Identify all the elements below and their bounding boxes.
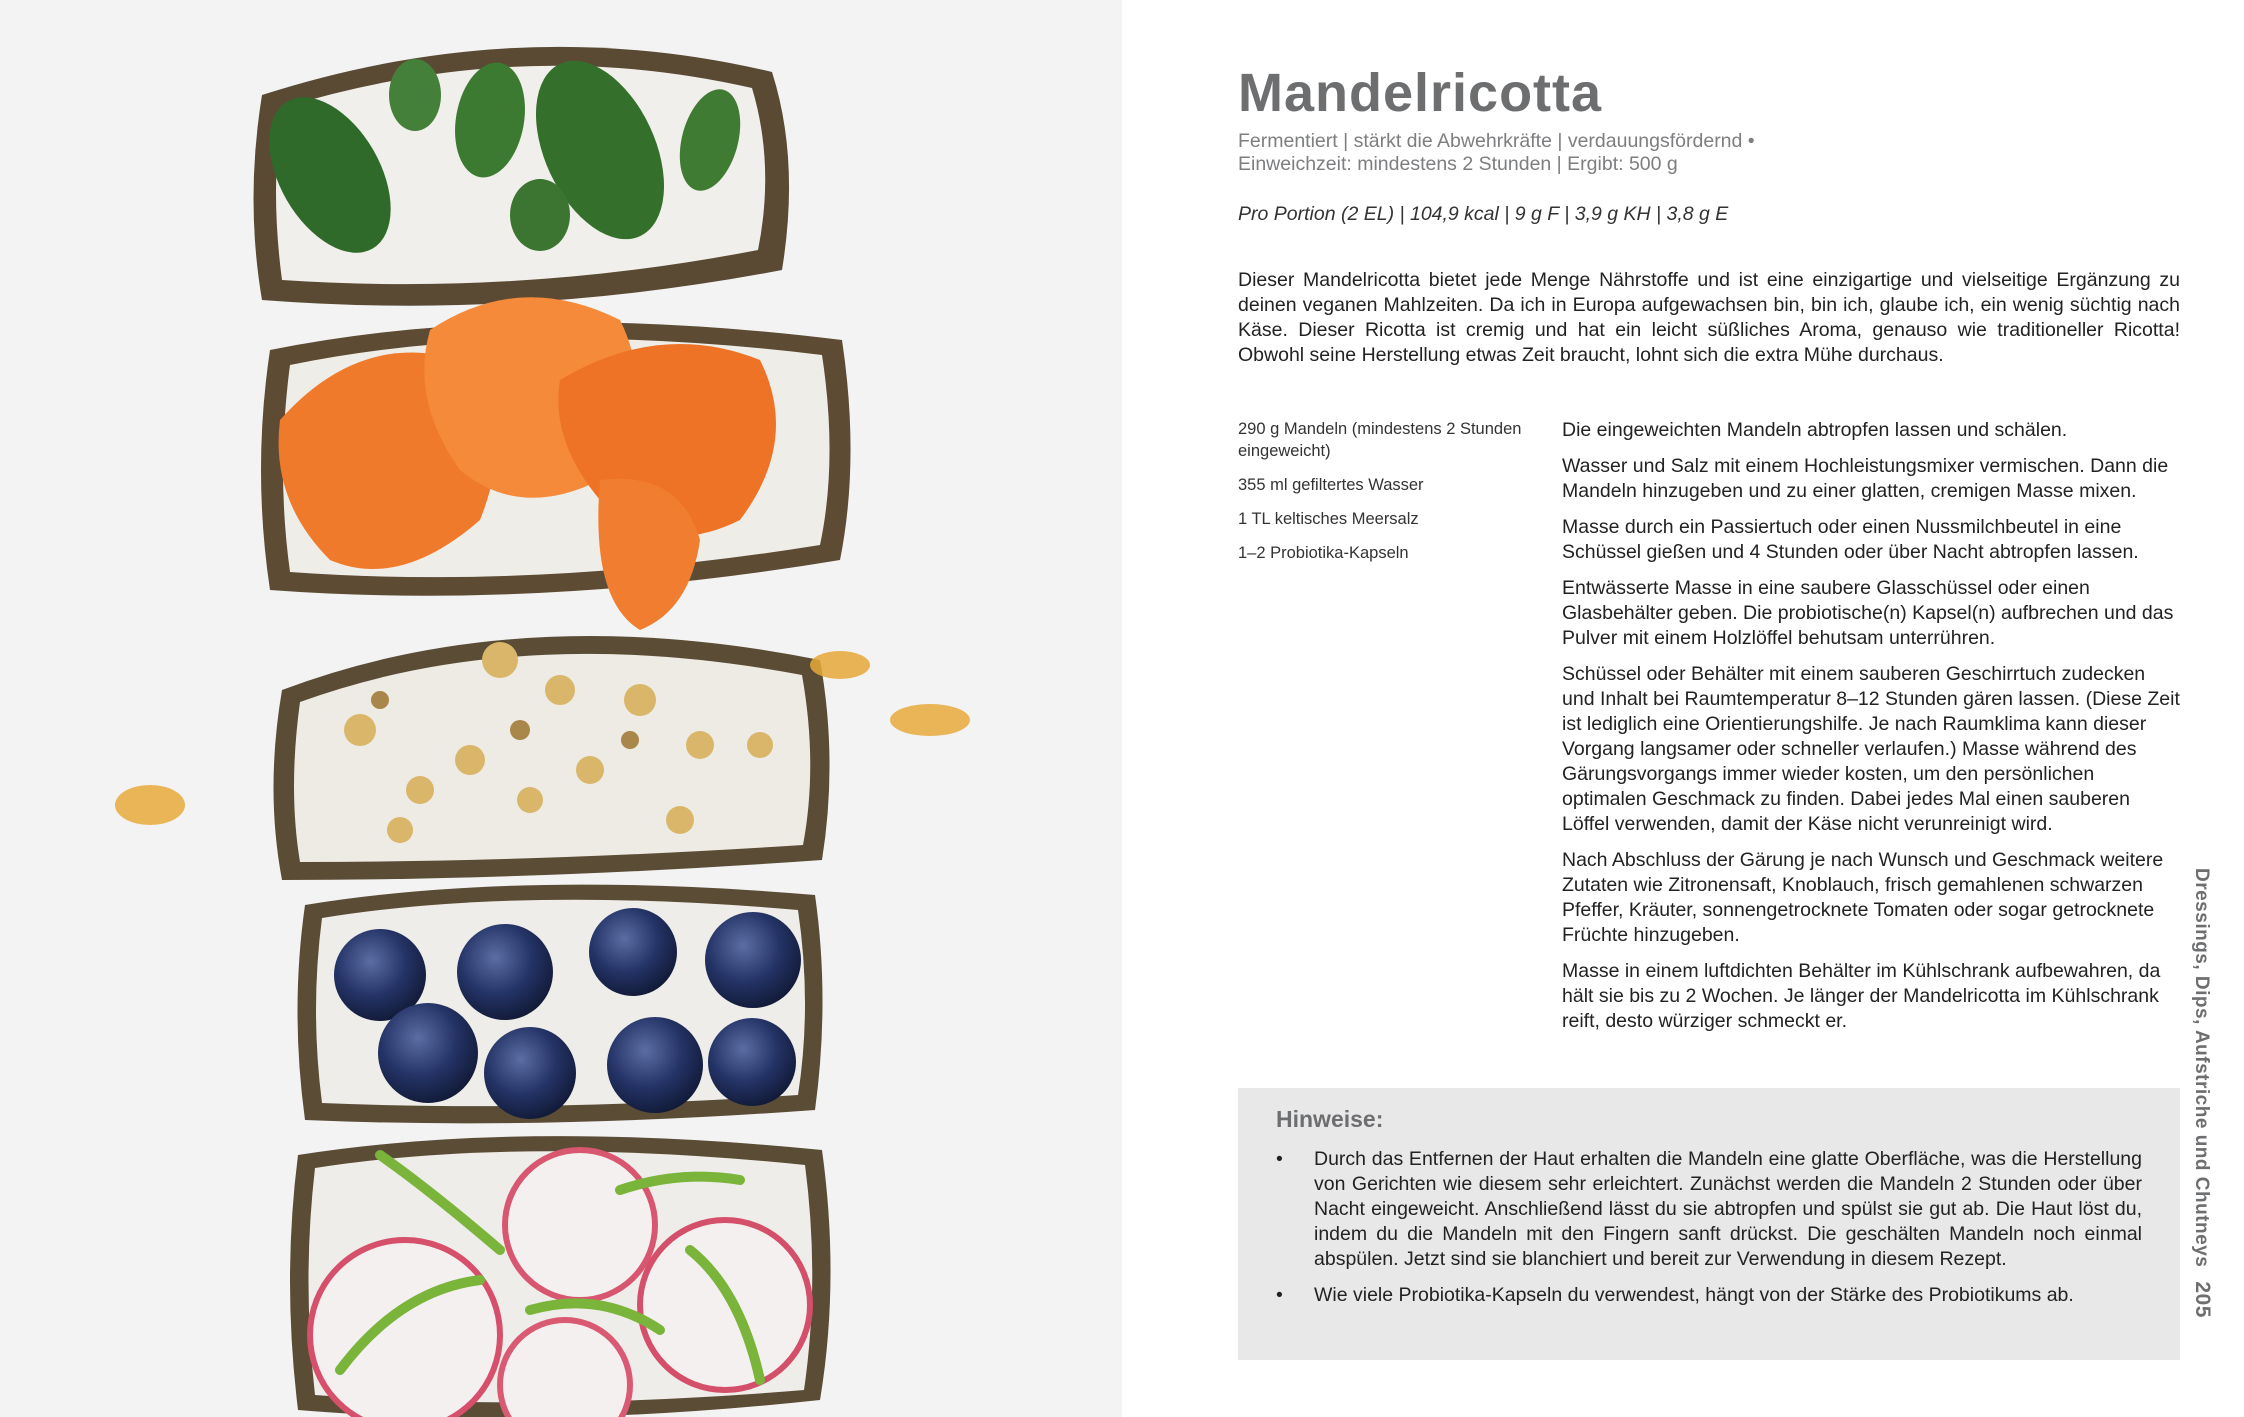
ingredient-list xyxy=(1238,418,1538,576)
nutrition-info: Pro Portion (2 EL) | 104,9 kcal | 9 g F | 3,9 g KH | 3,8 g E xyxy=(1238,203,1729,225)
note-item xyxy=(1276,1147,2142,1272)
recipe-page xyxy=(1122,0,2244,1417)
toast-radish xyxy=(290,1136,831,1417)
recipe-title: Mandelricotta xyxy=(1238,63,1603,123)
ingredient-item: 1–2 Probiotika-Kapseln xyxy=(1238,544,1409,562)
toast-blueberries xyxy=(298,885,823,1124)
step: Wasser und Salz mit einem Hochleistungsmixer vermischen. Dann die Mandeln hinzugeben und zu einer glatten, cremigen Masse mixen. xyxy=(1562,455,2169,502)
note-item xyxy=(1276,1283,2142,1308)
toast-carrot xyxy=(261,297,851,630)
bullet-icon: • xyxy=(1276,1284,1283,1306)
step: Die eingeweichten Mandeln abtropfen lassen und schälen. xyxy=(1562,419,2068,441)
meta-tags: Fermentiert | stärkt die Abwehrkräfte | verdauungsfördernd • xyxy=(1238,130,1755,152)
intro-paragraph: Dieser Mandelricotta bietet jede Menge Nährstoffe und ist eine einzigartige und vielseitige Ergänzung zu deinen veganen Mahlzeiten. Da ich in Europa aufgewachsen bin, bin ich, glaube ich, ein wenig süchtig nach Käse. Dieser Ricotta ist cremig und hat ein leicht süßliches Aroma, genauso wie traditioneller Ricotta! Obwohl seine Herstellung etwas Zeit braucht, lohnt sich die extra Mühe durchaus. xyxy=(1238,269,2180,366)
notes-box xyxy=(1238,1088,2180,1360)
ingredient-item: 290 g Mandeln (mindestens 2 Stunden eingeweicht) xyxy=(1238,420,1522,460)
step: Masse in einem luftdichten Behälter im Kühlschrank aufbewahren, da hält sie bis zu 2 Wochen. Je länger der Mandelricotta im Kühlschrank reift, desto würziger schmeckt er. xyxy=(1562,960,2161,1032)
bullet-icon: • xyxy=(1276,1148,1283,1170)
step: Schüssel oder Behälter mit einem sauberen Geschirrtuch zudecken und Inhalt bei Raumtemperatur 8–12 Stunden gären lassen. (Diese Zeit ist lediglich eine Orientierungshilfe. Je nach Raumklima kann dieser Vorgang langsamer oder schneller verlaufen.) Masse während des Gärungsvorgangs immer wieder kosten, um den persönlichen optimalen Geschmack zu finden. Dabei jedes Mal einen sauberen Löffel verwenden, damit der Käse nicht verunreinigt wird. xyxy=(1562,663,2180,835)
section-name: Dressings, Dips, Aufstriche und Chutneys xyxy=(2191,868,2212,1268)
note-text: Durch das Entfernen der Haut erhalten die Mandeln eine glatte Oberfläche, was die Herstellung von Gerichten wie diesem sehr erleichtert. Zunächst werden die Mandeln 2 Stunden oder über Nacht eingeweicht. Anschließend lässt du sie abtropfen und spülst sie gut ab. Die Haut löst du, indem du die Mandeln mit den Fingern sanft drückst. Die geschälten Mandeln noch einmal abspülen. Jetzt sind sie blanchiert und bereit zur Verwendung in diesem Rezept. xyxy=(1314,1148,2142,1270)
running-footer xyxy=(2190,868,2214,1318)
page-number: 205 xyxy=(2191,1281,2214,1318)
meta-yield: Einweichzeit: mindestens 2 Stunden | Ergibt: 500 g xyxy=(1238,153,1678,175)
toast-basil xyxy=(244,41,789,306)
step: Masse durch ein Passiertuch oder einen Nussmilchbeutel in eine Schüssel gießen und 4 Stunden oder über Nacht abtropfen lassen. xyxy=(1562,516,2139,563)
step: Nach Abschluss der Gärung je nach Wunsch und Geschmack weitere Zutaten wie Zitronensaft, Knoblauch, frisch gemahlenen schwarzen Pfeffer, Kräuter, sonnengetrocknete Tomaten oder sogar getrocknete Früchte hinzugeben. xyxy=(1562,849,2164,946)
recipe-meta xyxy=(1238,130,1755,176)
instruction-steps xyxy=(1562,418,2182,1045)
step: Entwässerte Masse in eine saubere Glasschüssel oder einen Glasbehälter geben. Die probiotische(n) Kapsel(n) aufbrechen und das Pulver mit einem Holzlöffel behutsam unterrühren. xyxy=(1562,577,2174,649)
notes-heading: Hinweise: xyxy=(1276,1106,1384,1132)
toast-nuts xyxy=(115,636,970,880)
note-text: Wie viele Probiotika-Kapseln du verwendest, hängt von der Stärke des Probiotikums ab. xyxy=(1314,1284,2074,1306)
ingredient-item: 355 ml gefiltertes Wasser xyxy=(1238,476,1424,494)
ingredient-item: 1 TL keltisches Meersalz xyxy=(1238,510,1419,528)
